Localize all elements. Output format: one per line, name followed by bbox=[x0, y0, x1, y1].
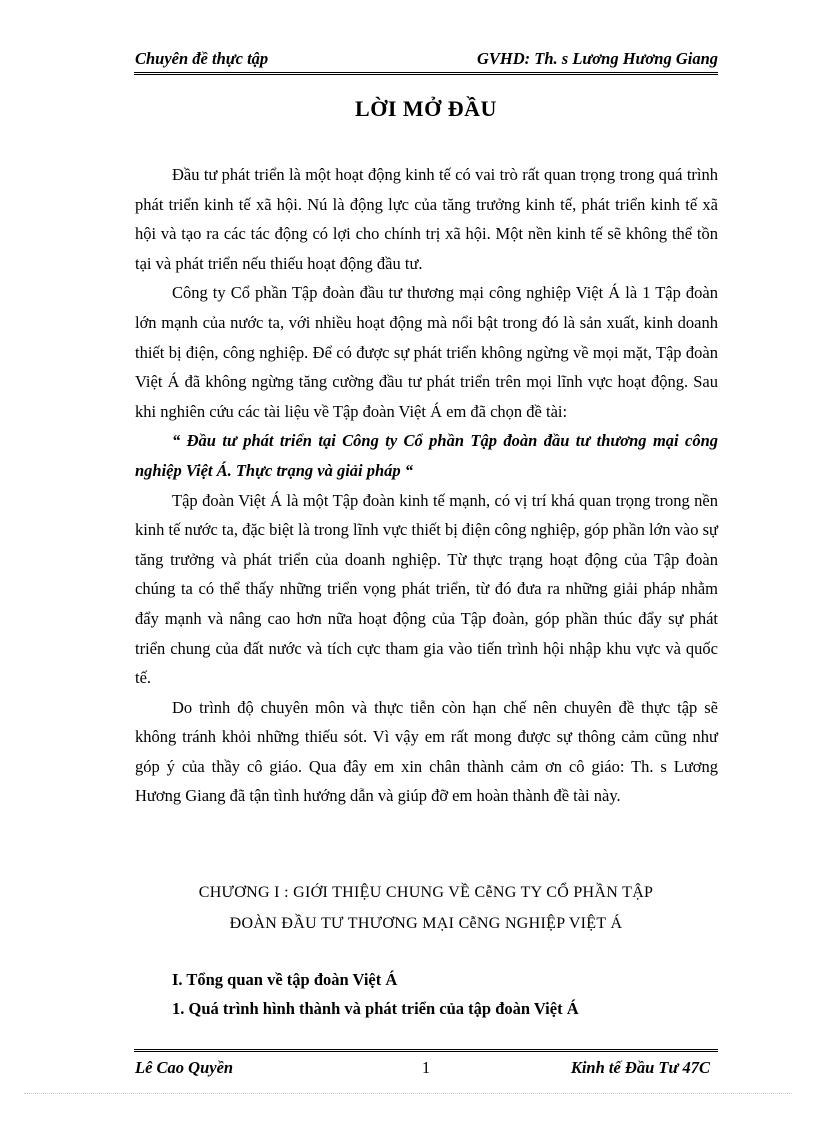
paragraph-1: Đầu tư phát triển là một hoạt động kinh tế có vai trò rất quan trọng trong quá trình phát triển kinh tế xã hội. Nú là động lực của tăng trưởng kinh tế, phát triển kinh tế xã hội và tạo ra các tác động có lợi cho chính trị xã hội. Một nền kinh tế sẽ không thể tồn tại và phát triển nếu thiếu hoạt động đầu tư. bbox=[135, 165, 718, 273]
page-footer bbox=[134, 1049, 718, 1080]
chapter-heading bbox=[134, 877, 718, 939]
paragraph-3: Tập đoàn Việt Á là một Tập đoàn kinh tế mạnh, có vị trí khá quan trọng trong nền kinh tế nước ta, đặc biệt là trong lĩnh vực thiết bị điện công nghiệp, góp phần lớn vào sự tăng trưởng và phát triển của doanh nghiệp. Từ thực trạng hoạt động của Tập đoàn chúng ta có thể thấy những triển vọng phát triển, từ đó đưa ra những giải pháp nhằm đẩy mạnh và nâng cao hơn nữa hoạt động của Tập đoàn, góp phần thúc đẩy sự phát triển chung của đất nước và tích cực tham gia vào tiến trình hội nhập khu vực và quốc tế. bbox=[135, 490, 718, 688]
page-title: LỜI MỞ ĐẦU bbox=[355, 96, 497, 121]
thesis-topic: “ Đầu tư phát triển tại Công ty Cổ phần Tập đoàn đầu tư thương mại công nghiệp Việt Á. Thực trạng và giải pháp “ bbox=[135, 431, 718, 480]
section-heading-1: I. Tổng quan về tập đoàn Việt Á bbox=[172, 970, 398, 989]
paragraph-2: Công ty Cổ phần Tập đoàn đầu tư thương mại công nghiệp Việt Á là 1 Tập đoàn lớn mạnh của nước ta, với nhiều hoạt động mà nổi bật trong đó là sản xuất, kinh doanh thiết bị điện, công nghiệp. Để có được sự phát triển không ngừng về mọi mặt, Tập đoàn Việt Á đã không ngừng tăng cường đầu tư phát triển trên mọi lĩnh vực hoạt động. Sau khi nghiên cứu các tài liệu về Tập đoàn Việt Á em đã chọn đề tài: bbox=[135, 283, 718, 421]
chapter-heading-line-2: ĐOÀN ĐẦU TƯ THƯƠNG MẠI CễNG NGHIỆP VIỆT Á bbox=[229, 915, 623, 932]
page-bottom-divider bbox=[24, 1093, 792, 1094]
header-advisor-label: GVHD: Th. s Lương Hương Giang bbox=[476, 49, 718, 68]
page-header bbox=[134, 46, 718, 75]
footer-class: Kinh tế Đầu Tư 47C bbox=[570, 1058, 710, 1077]
subsection-heading-1: 1. Quá trình hình thành và phát triển của tập đoàn Việt Á bbox=[172, 999, 579, 1018]
chapter-heading-line-1: CHƯƠNG I : GIỚI THIỆU CHUNG VỀ CễNG TY CỔ PHẦN TẬP bbox=[198, 884, 654, 901]
header-course-label: Chuyên đề thực tập bbox=[135, 49, 269, 68]
footer-page-number: 1 bbox=[421, 1058, 431, 1077]
paragraph-4: Do trình độ chuyên môn và thực tiễn còn hạn chế nên chuyên đề thực tập sẽ không tránh khỏi những thiếu sót. Vì vậy em rất mong được sự thông cảm cũng như góp ý của thầy cô giáo. Qua đây em xin chân thành cảm ơn cô giáo: Th. s Lương Hương Giang đã tận tình hướng dẫn và giúp đỡ em hoàn thành đề tài này. bbox=[135, 697, 718, 806]
introduction-body bbox=[135, 160, 718, 811]
footer-author: Lê Cao Quyền bbox=[135, 1058, 234, 1077]
